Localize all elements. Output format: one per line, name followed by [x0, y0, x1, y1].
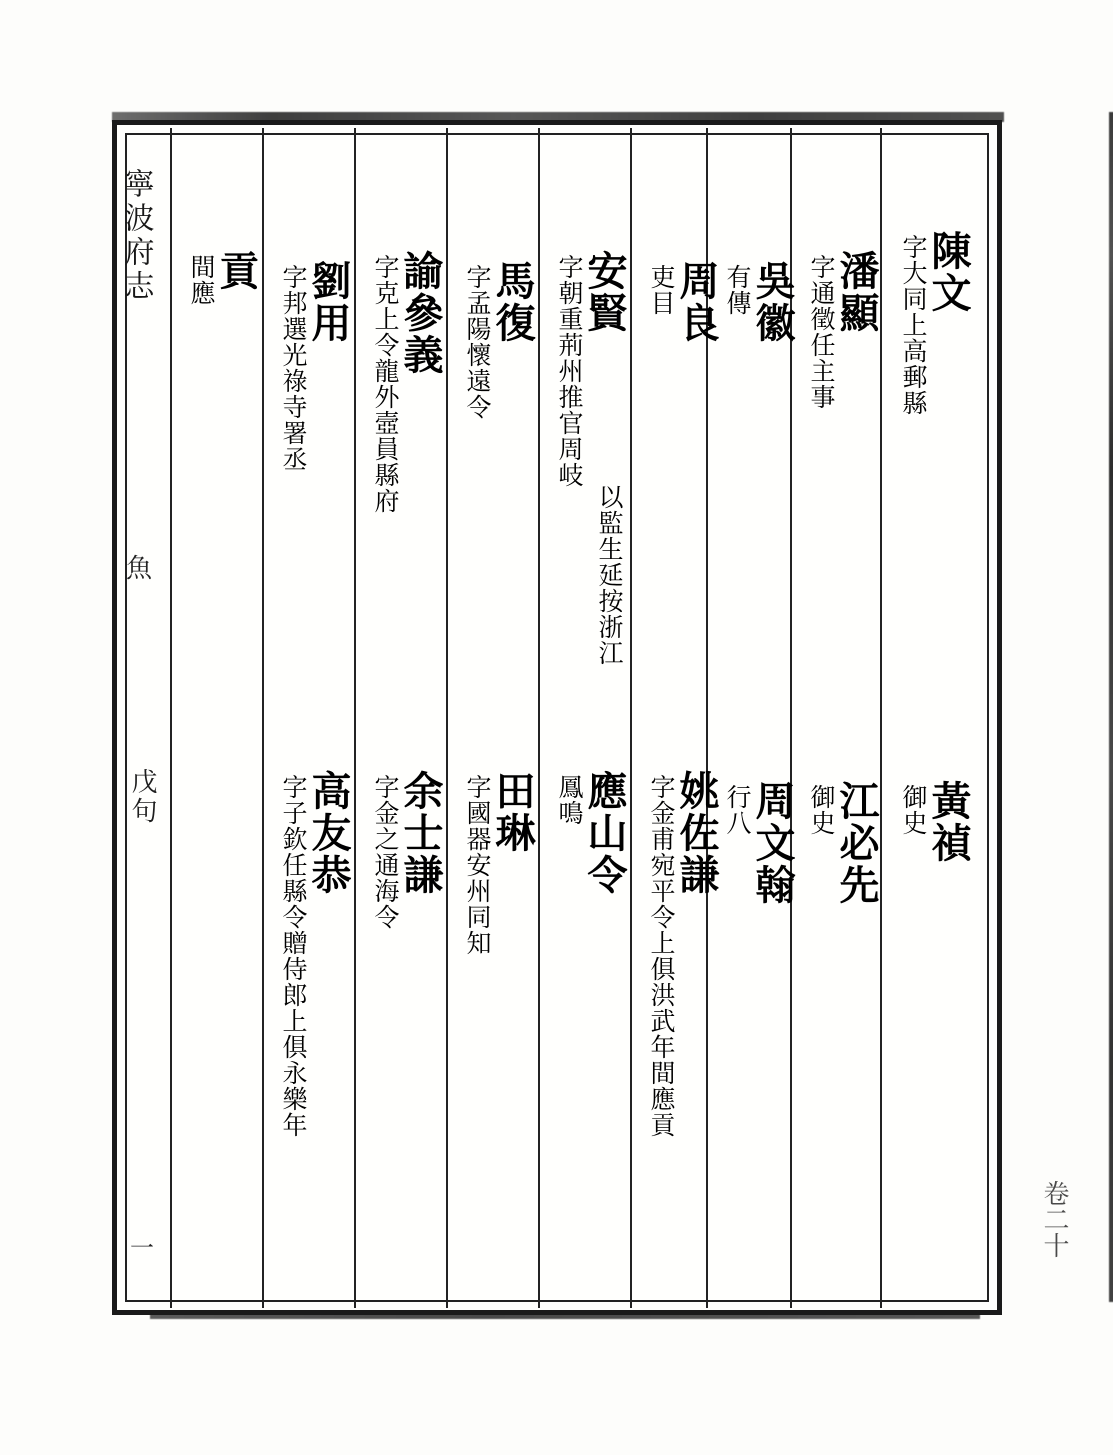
entry-note: 字孟陽懷遠令	[463, 264, 492, 420]
entry-note: 御史	[807, 784, 836, 836]
entry-note: 字金甫宛平令上俱洪武年間應貢	[647, 774, 676, 1138]
banxin-title: 寧波府志	[118, 168, 154, 304]
entry-name: 應山令	[581, 770, 628, 896]
entry-note: 行八	[723, 784, 752, 836]
entry-note: 吏目	[647, 264, 676, 316]
text-column-7	[364, 150, 442, 1310]
banxin-fish-tail-mark: 魚	[126, 554, 153, 584]
entry-note: 字金之通海令	[371, 774, 400, 930]
entry-note: 御史	[899, 784, 928, 836]
text-column-3	[716, 150, 794, 1310]
text-column-5	[548, 150, 626, 1310]
entry-name: 潘顯	[833, 250, 880, 334]
entry-name: 安賢	[581, 250, 628, 334]
entry-name: 周文翰	[749, 780, 796, 906]
entry-name: 黃禎	[925, 780, 972, 864]
entry-name: 姚佐謙	[673, 770, 720, 896]
entry-note: 間應	[187, 254, 216, 306]
entry-note: 字大同上高郵縣	[899, 234, 928, 416]
entry-name: 余士謙	[397, 770, 444, 896]
entry-note: 鳳鳴	[555, 774, 584, 826]
entry-name: 江必先	[833, 780, 880, 906]
entry-note: 字國器安州同知	[463, 774, 492, 956]
entry-note: 字通徵任主事	[807, 254, 836, 410]
banxin-section: 戊句	[127, 768, 157, 826]
entry-name: 吳徽	[749, 260, 796, 344]
text-column-4	[640, 150, 718, 1310]
text-column-8	[272, 150, 350, 1310]
text-column-2	[800, 150, 878, 1310]
ink-smear-right	[1109, 112, 1113, 1302]
entry-name: 高友恭	[305, 770, 352, 896]
entry-note: 字子欽任縣令贈侍郎上俱永樂年	[279, 774, 308, 1138]
entry-name: 劉用	[305, 260, 352, 344]
entry-name: 陳文	[925, 230, 972, 314]
entry-name: 田琳	[489, 770, 536, 854]
entry-note: 字克上令龍外壼員縣府	[371, 254, 400, 514]
entry-note: 字邦選光祿寺署丞	[279, 264, 308, 472]
entry-note: 以監生延按浙江	[595, 484, 624, 666]
text-column-6	[456, 150, 534, 1310]
seal-mark: 卷二十	[1039, 1180, 1069, 1258]
entry-gong	[162, 250, 260, 306]
entry-name: 貢	[213, 250, 260, 292]
page-number: 一	[130, 1234, 154, 1262]
entry-note: 有傳	[723, 264, 752, 316]
text-column-9	[180, 150, 258, 1310]
entry-name: 周良	[673, 260, 720, 344]
entry-note: 字朝重荊州推官周岐	[555, 254, 584, 488]
entry-name: 諭參義	[397, 250, 444, 376]
text-column-1	[892, 150, 970, 1310]
entry-name: 馬復	[489, 260, 536, 344]
